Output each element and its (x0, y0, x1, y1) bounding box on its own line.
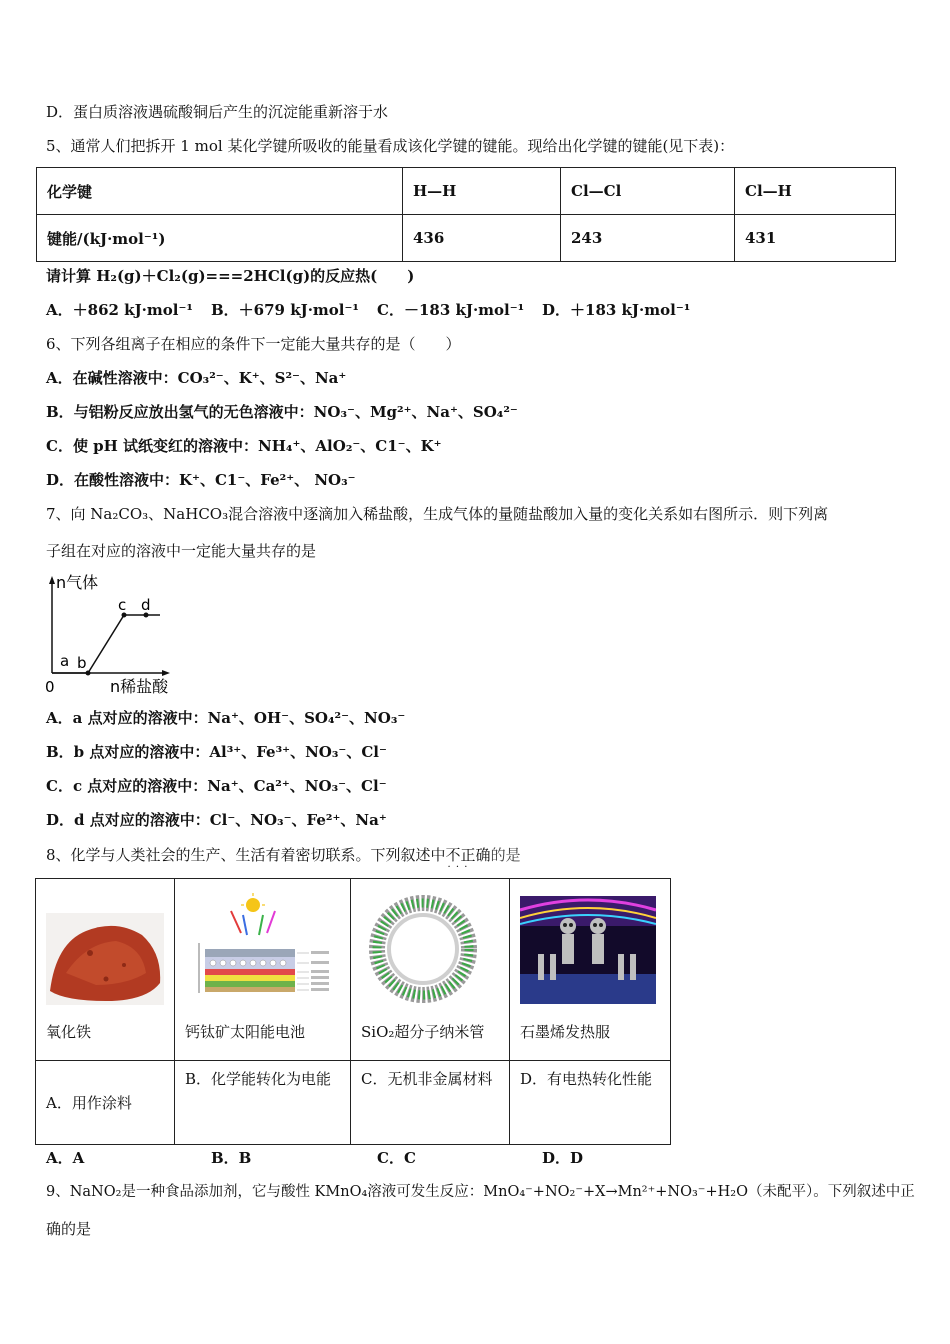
q5-ask: 请计算 H₂(g)＋Cl₂(g)===2HCl(g)的反应热( ) (46, 267, 415, 285)
q8-stem-emphasis: 不正确 · · · (446, 846, 491, 864)
q6-option-c: C．使 pH 试纸变红的溶液中：NH₄⁺、AlO₂⁻、C1⁻、K⁺ (46, 437, 442, 455)
graph-y-label: n气体 (56, 573, 99, 592)
graph-x-arrow (162, 670, 170, 676)
q8-answer-d: D．D (542, 1149, 584, 1167)
caption-solar-cell: 钙钛矿太阳能电池 (185, 1023, 306, 1041)
sun-icon (246, 898, 260, 912)
caption-graphene-suit: 石墨烯发热服 (520, 1023, 611, 1041)
q6-stem: 6、下列各组离子在相应的条件下一定能大量共存的是（ ） (46, 335, 461, 353)
gas-vs-acid-graph (40, 570, 200, 700)
sio2-nanotube-image (361, 893, 499, 1001)
q8-stem (46, 845, 521, 865)
graphene-heating-suit-image (520, 893, 660, 1001)
table-row-label: 键能/(kJ·mol⁻¹) (37, 215, 403, 262)
q9-stem-line1: 9、NaNO₂是一种食品添加剂，它与酸性 KMnO₄溶液可发生反应：MnO₄⁻+NO₂⁻+X→Mn²⁺+NO₃⁻+H₂O（未配平）。下列叙述中正 (46, 1184, 915, 1200)
q8-answer-b: B．B (211, 1149, 252, 1167)
graph-x-label: n稀盐酸 (110, 677, 169, 696)
table-header-hh: H—H (403, 168, 561, 215)
q7-option-a: A．a 点对应的溶液中：Na⁺、OH⁻、SO₄²⁻、NO₃⁻ (46, 709, 406, 727)
table-cell-clcl: 243 (561, 215, 735, 262)
graph-y-arrow (49, 576, 55, 584)
q8-cell-c: C．无机非金属材料 (351, 1061, 510, 1145)
perovskite-solar-cell-image (185, 893, 340, 1001)
q8-answer-c: C．C (377, 1149, 416, 1167)
table-cell-clh: 431 (735, 215, 896, 262)
q8-stem-pre: 8、化学与人类社会的生产、生活有着密切联系。下列叙述中 (46, 846, 446, 864)
graph-label-c: c (118, 596, 127, 614)
graph-label-d: d (141, 596, 151, 614)
q6-option-d: D．在酸性溶液中：K⁺、C1⁻、Fe²⁺、 NO₃⁻ (46, 471, 356, 489)
table-header-clcl: Cl—Cl (561, 168, 735, 215)
q7-stem-line2: 子组在对应的溶液中一定能大量共存的是 (46, 542, 317, 560)
table-cell-hh: 436 (403, 215, 561, 262)
q5-stem: 5、通常人们把拆开 1 mol 某化学键所吸收的能量看成该化学键的键能。现给出化学键的键能(见下表)： (46, 137, 735, 155)
q5-option-b: B．＋679 kJ·mol⁻¹ (211, 301, 359, 319)
q7-stem-line1: 7、向 Na₂CO₃、NaHCO₃混合溶液中逐滴加入稀盐酸，生成气体的量随盐酸加入量的变化关系如右图所示．则下列离 (46, 505, 829, 523)
q8-cell-a: A．用作涂料 (36, 1061, 175, 1145)
caption-nanotube: SiO₂超分子纳米管 (361, 1023, 485, 1041)
graph-label-b: b (77, 654, 87, 672)
bond-energy-table (36, 167, 896, 262)
q8-cell-b: B．化学能转化为电能 (175, 1061, 351, 1145)
graph-label-a: a (60, 652, 70, 670)
caption-iron-oxide: 氧化铁 (46, 1023, 92, 1041)
q7-option-c: C．c 点对应的溶液中：Na⁺、Ca²⁺、NO₃⁻、Cl⁻ (46, 777, 387, 795)
q8-image-table (35, 878, 671, 1145)
q8-answer-a: A．A (46, 1149, 85, 1167)
q9-stem-line2: 确的是 (46, 1220, 92, 1238)
graph-origin: 0 (45, 678, 55, 696)
q6-option-b: B．与铝粉反应放出氢气的无色溶液中：NO₃⁻、Mg²⁺、Na⁺、SO₄²⁻ (46, 403, 518, 421)
table-header-bond: 化学键 (37, 168, 403, 215)
q7-option-d: D．d 点对应的溶液中：Cl⁻、NO₃⁻、Fe²⁺、Na⁺ (46, 811, 387, 829)
iron-oxide-image (46, 893, 164, 1001)
q8-stem-post: 的是 (490, 846, 521, 864)
q5-option-c: C．－183 kJ·mol⁻¹ (377, 301, 525, 319)
q5-option-a: A．＋862 kJ·mol⁻¹ (46, 301, 193, 319)
q6-option-a: A．在碱性溶液中：CO₃²⁻、K⁺、S²⁻、Na⁺ (46, 369, 347, 387)
q7-option-b: B．b 点对应的溶液中：Al³⁺、Fe³⁺、NO₃⁻、Cl⁻ (46, 743, 387, 761)
q8-cell-d: D．有电热转化性能 (510, 1061, 671, 1145)
q5-option-d: D．＋183 kJ·mol⁻¹ (542, 301, 691, 319)
q4-option-d: D．蛋白质溶液遇硫酸铜后产生的沉淀能重新溶于水 (46, 103, 389, 121)
table-header-clh: Cl—H (735, 168, 896, 215)
